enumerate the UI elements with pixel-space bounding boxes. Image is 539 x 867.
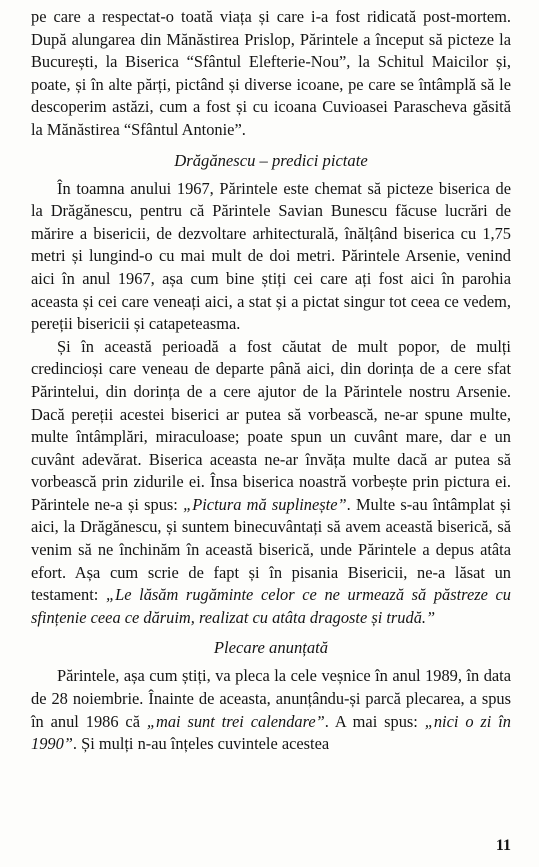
quote-testament: „Le lăsăm rugăminte celor ce ne urmează să păstreze cu sfințenie ceea ce dăruim, realizat cu atâta dragoste și trudă.”: [31, 585, 511, 627]
paragraph-plecare-1: [31, 665, 511, 755]
quote-pictura: „Pictura mă suplinește”: [183, 494, 347, 514]
paragraph-text: . Și mulți n-au înțeles cuvintele acestea: [72, 734, 330, 754]
paragraph-text: Și în această perioadă a fost căutat de mult popor, de mulți credincioși care veneau de departe până aici, din dorința de a cere sfat Părintelui, din dorința de a cere ajutor de la Părintele nostru Arsenie. Dacă pereții acestei biserici ar putea să vorbească, ne-ar spune multe, multe întâmplări, miraculoase; poate spun un cuvânt mare, dar e un cuvânt adevărat. Biserica aceasta ne-ar învăța multe dacă ar putea să vorbească prin zidurile ei. Însa biserica noastră vorbește prin pictura ei. Părintele ne-a și spus:: [31, 336, 511, 514]
quote-1990: „nici o zi în 1990”: [31, 711, 511, 754]
quote-calendare: „mai sunt trei calendare”: [146, 711, 325, 731]
paragraph-text: . A mai spus:: [324, 711, 425, 731]
paragraph-draganescu-1: În toamna anului 1967, Părintele este chemat să picteze biserica de la Drăgănescu, pentru că Părintele Savian Bunescu făcuse lucrări de mărire a bisericii, de dezvoltare arhitecturală, înălțând biserica cu 1,75 metri și lungind-o cu mai mult de doi metri. Părintele Arsenie, venind aici în anul 1967, așa cum bine știți cei care ați fost aici în parohia aceasta și cei care veneați aici, a stat și a pictat singur tot ceea ce vedem, pereții bisericii și catapeteasma.: [31, 178, 511, 334]
page-number: 11: [495, 837, 511, 854]
paragraph-draganescu-2: [31, 336, 511, 630]
paragraph-text: . Multe s-au întâmplat și aici, la Drăgănescu, și suntem binecuvântați să avem această biserică, să venim să ne închinăm în această biserică, unde Părintele a depus atâta efort. Așa cum scrie de fapt și în pisania Bisericii, ne-a lăsat un testament:: [31, 494, 511, 605]
paragraph-text: Părintele, așa cum știți, va pleca la cele veșnice în anul 1989, în data de 28 noiembrie. Înainte de aceasta, anunțându-și parcă plecarea, a spus în anul 1986 că: [31, 666, 511, 731]
section-heading-draganescu: Drăgănescu – predici pictate: [174, 150, 368, 170]
paragraph-intro: pe care a respectat-o toată viața și care i-a fost ridicată post-mortem. După alungarea din Mănăstirea Prislop, Părintele a început să picteze la București, la Biserica “Sfântul Elefterie-Nou”, la Schitul Maicilor și, poate, și în alte părți, pictând și diverse icoane, pe care se întâmplă să le descoperim astăzi, cum a fost și cu icoana Cuvioasei Parascheva găsită la Mănăstirea “Sfântul Antonie”.: [31, 7, 511, 139]
section-heading-plecare: Plecare anunțată: [213, 638, 329, 658]
